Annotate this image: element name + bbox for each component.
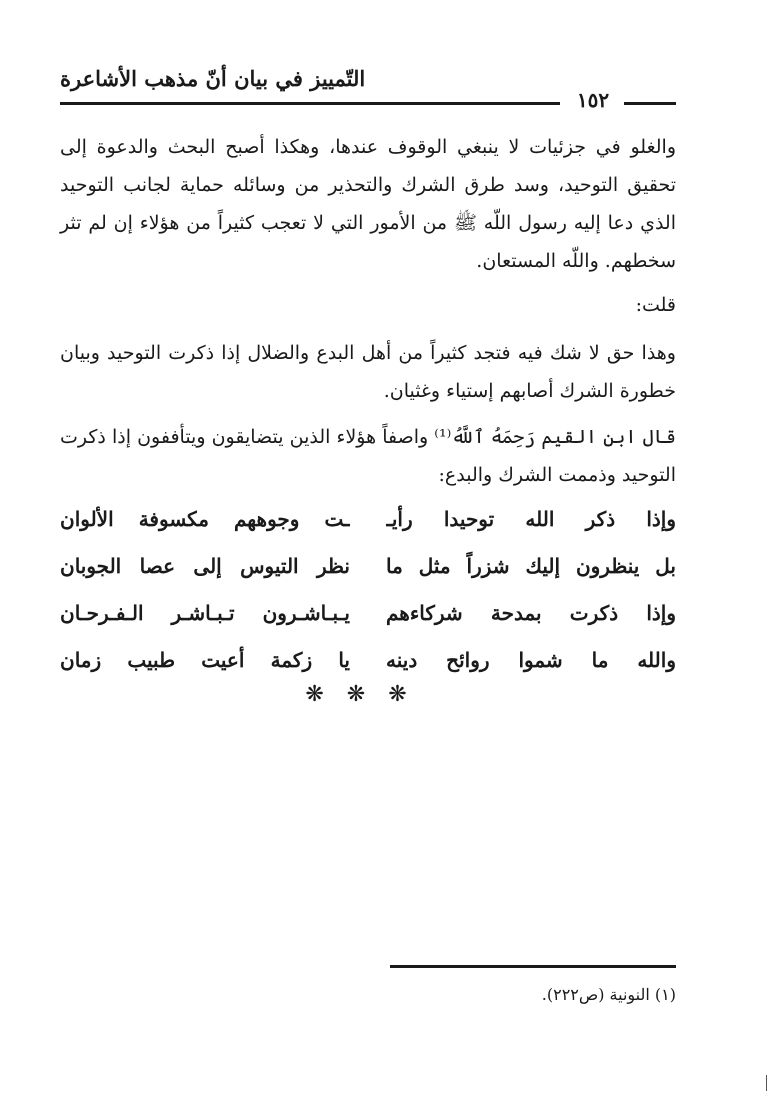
poem-second-hemistich: نظر التيوس إلى عصا الجوبان xyxy=(60,554,350,578)
poem xyxy=(60,496,676,684)
paragraph-1: والغلو في جزئيات لا ينبغي الوقوف عندها، وهكذا أصبح البحث والدعوة إلى تحقيق التوحيد، وسد طرق الشرك والتحذير من وسائله حماية لجانب التوحيد الذي دعا إليه رسول اللّه ﷺ من الأمور التي لا تعجب كثيراً من هؤلاء إن لم تثر سخطهم. واللّه المستعان. xyxy=(60,136,676,272)
poem-second-hemistich: يـبـاشـرون تـبـاشـر الـفـرحـان xyxy=(60,601,350,625)
running-header-title: التّمييز في بيان أنّ مذهب الأشاعرة xyxy=(60,66,366,91)
poem-line xyxy=(60,637,676,684)
poem-first-hemistich: وإذا ذكر الله توحيدا رأيـ xyxy=(386,507,676,531)
paragraph-3: وهذا حق لا شك فيه فتجد كثيراً من أهل البدع والضلال إذا ذكرت التوحيد وبيان خطورة الشرك أصابهم إستياء وغثيان. xyxy=(60,342,676,402)
poem-line xyxy=(60,590,676,637)
footnote-rule xyxy=(390,965,676,968)
poem-first-hemistich: والله ما شموا روائح دينه xyxy=(386,648,676,672)
scan-edge-mark xyxy=(766,1075,767,1091)
poem-first-hemistich: بل ينظرون إليك شزراً مثل ما xyxy=(386,554,676,578)
poem-line xyxy=(60,496,676,543)
footnote: (١) النونية (ص٢٢٢). xyxy=(541,985,676,1004)
header-rule xyxy=(60,88,676,118)
poem-second-hemistich: ـت وجوههم مكسوفة الألوان xyxy=(60,507,350,531)
poem-second-hemistich: يا زكمة أعيت طبيب زمان xyxy=(60,648,350,672)
page-number: ١٥٢ xyxy=(576,88,610,112)
header-rule-long xyxy=(60,102,560,105)
header-rule-short xyxy=(624,102,676,105)
section-separator-stars: ❋ ❋ ❋ xyxy=(305,682,415,707)
paragraph-4: قال ابن القيم رَحِمَهُ ٱللَّهُ⁽¹⁾ واصفاً هؤلاء الذين يتضايقون ويتأففون إذا ذكرت التوحيد وذممت الشرك والبدع: xyxy=(60,426,676,486)
poem-first-hemistich: وإذا ذكرت بمدحة شركاءهم xyxy=(386,601,676,625)
poem-line xyxy=(60,543,676,590)
paragraph-2: قلت: xyxy=(635,294,676,316)
